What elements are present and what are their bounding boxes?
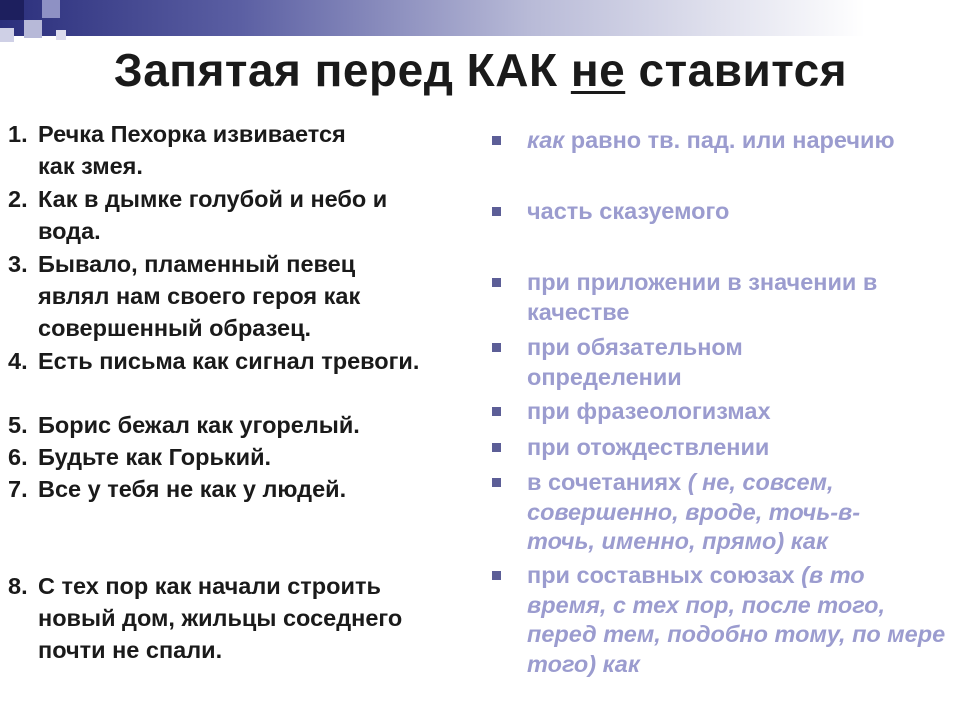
rule-plain: в сочетаниях <box>527 469 688 495</box>
example-number: 8. <box>8 573 28 599</box>
rule-item <box>492 126 952 156</box>
example-text: Как в дымке голубой и небо и вода. <box>38 186 388 244</box>
rule-text <box>492 561 947 679</box>
example-text: Бывало, пламенный певец являл нам своего героя как совершенный образец. <box>38 251 361 341</box>
header-gradient-bar <box>0 0 961 36</box>
rule-item <box>492 468 952 557</box>
decor-square <box>42 0 60 18</box>
example-text: Речка Пехорка извивается как змея. <box>38 121 346 179</box>
example-item <box>8 409 488 441</box>
rule-item <box>492 561 952 679</box>
example-text: Борис бежал как угорелый. <box>38 412 360 438</box>
square-bullet-icon <box>492 136 501 145</box>
decor-square <box>24 20 42 38</box>
example-number: 6. <box>8 444 28 470</box>
title-part2: ставится <box>625 44 848 96</box>
example-item <box>8 345 488 377</box>
square-bullet-icon <box>492 207 501 216</box>
example-number: 3. <box>8 251 28 277</box>
example-item <box>8 473 488 505</box>
example-item <box>8 118 488 182</box>
rule-text: при приложении в значении в качестве <box>527 269 878 325</box>
example-text: Будьте как Горький. <box>38 444 272 470</box>
square-bullet-icon <box>492 278 501 287</box>
example-number: 7. <box>8 476 28 502</box>
example-text: Есть письма как сигнал тревоги. <box>38 348 420 374</box>
rule-plain: при составных союзах <box>527 562 802 588</box>
title-part1: Запятая перед КАК <box>113 44 571 96</box>
rule-item <box>492 268 952 327</box>
rule-text: при фразеологизмах <box>527 398 771 424</box>
example-number: 4. <box>8 348 28 374</box>
example-item <box>8 441 488 473</box>
square-bullet-icon <box>492 443 501 452</box>
example-text: Все у тебя не как у людей. <box>38 476 347 502</box>
rule-item <box>492 197 952 227</box>
title-underlined-word: не <box>570 44 626 96</box>
example-item <box>8 570 488 666</box>
example-number: 5. <box>8 412 28 438</box>
rule-item <box>492 397 952 427</box>
rule-emphasis: (в то время, с тех пор, после того, перед тем, подобно тому, по мере того) как <box>527 562 946 677</box>
decor-square <box>56 30 66 40</box>
decor-square <box>0 0 24 20</box>
slide-title <box>0 40 961 100</box>
example-text: С тех пор как начали строить новый дом, жильцы соседнего почти не спали. <box>38 573 403 663</box>
rule-item <box>492 333 952 392</box>
example-item <box>8 183 488 247</box>
rule-text <box>492 468 917 557</box>
square-bullet-icon <box>492 343 501 352</box>
example-item <box>8 248 488 344</box>
rule-text <box>492 126 952 156</box>
rule-emphasis: ( не, совсем, совершенно, вроде, точь-в-точь, именно, прямо) как <box>527 469 861 554</box>
rule-item <box>492 433 952 463</box>
rule-emphasis: как <box>527 127 565 153</box>
rule-text: при обязательном определении <box>527 334 743 390</box>
example-number: 1. <box>8 121 28 147</box>
square-bullet-icon <box>492 478 501 487</box>
square-bullet-icon <box>492 571 501 580</box>
rule-plain: равно тв. пад. или наречию <box>564 127 895 153</box>
rule-text: часть сказуемого <box>527 198 730 224</box>
rule-text: при отождествлении <box>527 434 770 460</box>
square-bullet-icon <box>492 407 501 416</box>
example-number: 2. <box>8 186 28 212</box>
